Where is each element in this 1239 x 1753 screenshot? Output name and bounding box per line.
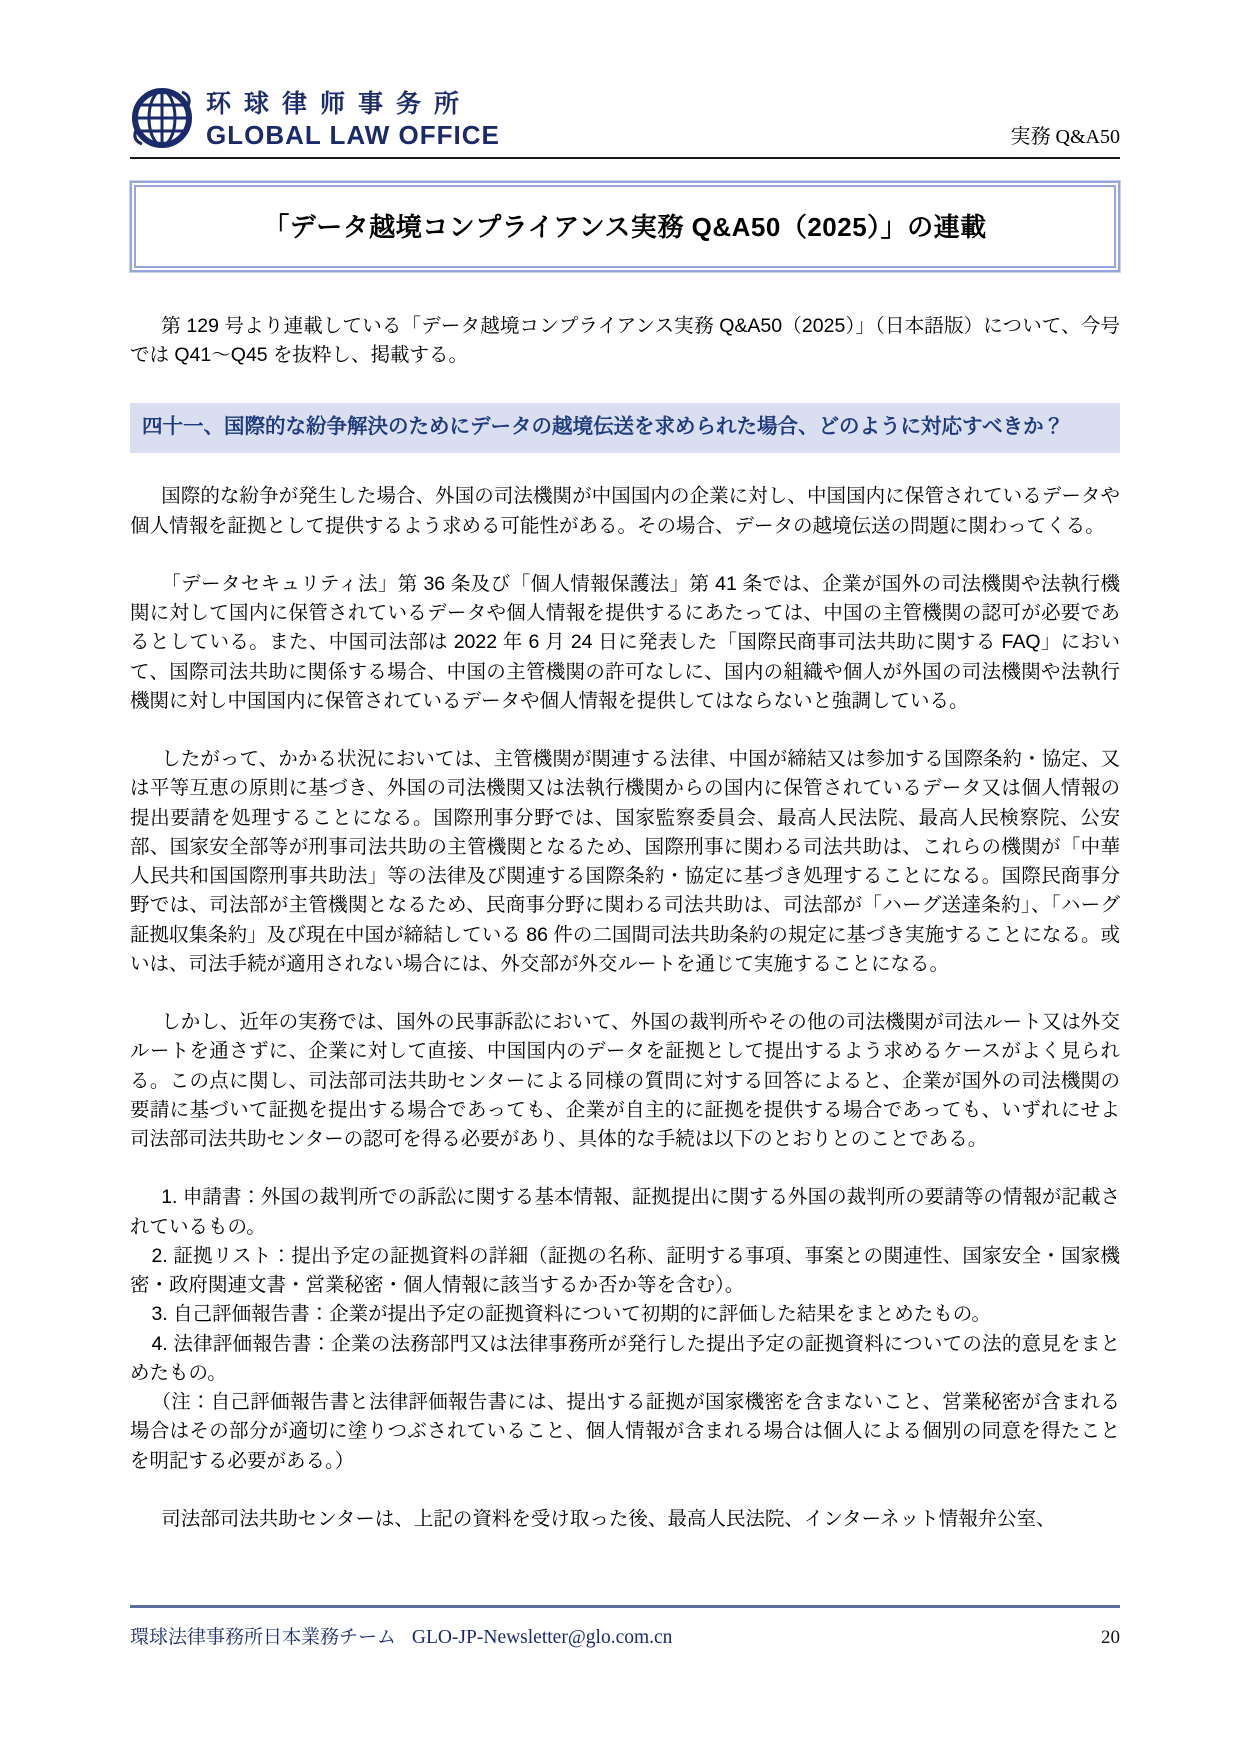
paragraph: 司法部司法共助センターは、上記の資料を受け取った後、最高人民法院、インターネット情報弁公室、 (161, 1507, 1056, 1530)
intro-paragraph: 第 129 号より連載している「データ越境コンプライアンス実務 Q&A50（2025）」（日本語版）について、今号では Q41～Q45 を抜粋し、掲載する。 (130, 315, 1120, 367)
page-footer (130, 1605, 1120, 1649)
paragraph: しかし、近年の実務では、国外の民事訴訟において、外国の裁判所やその他の司法機関が司法ルート又は外交ルートを通さずに、企業に対して直接、中国国内のデータを証拠として提出するよう求めるケースがよく見られる。この点に関し、司法部司法共助センターによる同様の質問に対する回答によると、企業が国外の司法機関の要請に基づいて証拠を提出する場合であっても、企業が自主的に証拠を提供する場合であっても、いずれにせよ司法部司法共助センターの認可を得る必要があり、具体的な手続は以下のとおりとのことである。 (130, 1011, 1120, 1151)
footer-team-name: 環球法律事務所日本業務チーム (130, 1627, 397, 1648)
paragraph: したがって、かかる状況においては、主管機関が関連する法律、中国が締結又は参加する国際条約・協定、又は平等互恵の原則に基づき、外国の司法機関又は法執行機関からの国内に保管されているデータ又は個人情報の提出要請を処理することになる。国際刑事分野では、国家監察委員会、最高人民法院、最高人民検察院、公安部、国家安全部等が刑事司法共助の主管機関となるため、国際刑事に関わる司法共助は、これらの機関が「中華人民共和国国際刑事共助法」等の法律及び関連する国際条約・協定に基づき処理することになる。国際民商事分野では、司法部が主管機関となるため、民商事分野に関わる司法共助は、司法部が「ハーグ送達条約」、「ハーグ証拠収集条約」及び現在中国が締結している 86 件の二国間司法共助条約の規定に基づき実施することになる。或いは、司法手続が適用されない場合には、外交部が外交ルートを通じて実施することになる。 (130, 748, 1120, 975)
paragraph: 4. 法律評価報告書：企業の法務部門又は法律事務所が発行した提出予定の証拠資料についての法的意見をまとめたもの。 (130, 1332, 1120, 1384)
section-body (130, 482, 1120, 1534)
logo-en-name: GLOBAL LAW OFFICE (206, 120, 500, 150)
doc-label: 実務 Q&A50 (1010, 126, 1120, 148)
title-box (130, 181, 1120, 272)
paragraph: 国際的な紛争が発生した場合、外国の司法機関が中国国内の企業に対し、中国国内に保管されているデータや個人情報を証拠として提供するよう求める可能性がある。その場合、データの越境伝送の問題に関わってくる。 (130, 485, 1120, 537)
page-header (130, 84, 1120, 151)
question-heading: 四十一、国際的な紛争解決のためにデータの越境伝送を求められた場合、どのように対応すべきか？ (130, 403, 1120, 454)
paragraph: （注：自己評価報告書と法律評価報告書には、提出する証拠が国家機密を含まないこと、営業秘密が含まれる場合はその部分が適切に塗りつぶされていること、個人情報が含まれる場合は個人による個別の同意を得たことを明記する必要がある。） (130, 1391, 1120, 1472)
page-title: 「データ越境コンプライアンス実務 Q&A50（2025）」の連載 (263, 212, 987, 242)
logo-cn-name: 环球律师事务所 (206, 90, 473, 118)
footer-divider (130, 1605, 1120, 1608)
logo-text (206, 84, 500, 151)
paragraph: 3. 自己評価報告書：企業が提出予定の証拠資料について初期的に評価した結果をまとめたもの。 (151, 1303, 991, 1326)
page-number: 20 (1101, 1627, 1120, 1648)
paragraph: 「データセキュリティ法」第 36 条及び「個人情報保護法」第 41 条では、企業が国外の司法機関や法執行機関に対して国内に保管されているデータや個人情報を提供するにあたっては、中国の主管機関の認可が必要であるとしている。また、中国司法部は 2022 年 6 月 24 日に発表した「国際民商事司法共助に関する FAQ」において、国際司法共助に関係する場合、中国の主管機関の許可なしに、国内の組織や個人が外国の司法機関や法執行機関に対し中国国内に保管されているデータや個人情報を提供してはならないと強調している。 (130, 572, 1120, 712)
globe-icon (130, 86, 194, 150)
paragraph: 1. 申請書：外国の裁判所での訴訟に関する基本情報、証拠提出に関する外国の裁判所の要請等の情報が記載されているもの。 (130, 1186, 1120, 1238)
paragraph: 2. 証拠リスト：提出予定の証拠資料の詳細（証拠の名称、証明する事項、事案との関連性、国家安全・国家機密・政府関連文書・営業秘密・個人情報に該当するか否か等を含む）。 (130, 1244, 1120, 1297)
header-divider (130, 157, 1120, 159)
global-law-office-logo (130, 84, 500, 151)
footer-contact (130, 1622, 672, 1649)
footer-email: GLO-JP-Newsletter@glo.com.cn (411, 1627, 673, 1648)
